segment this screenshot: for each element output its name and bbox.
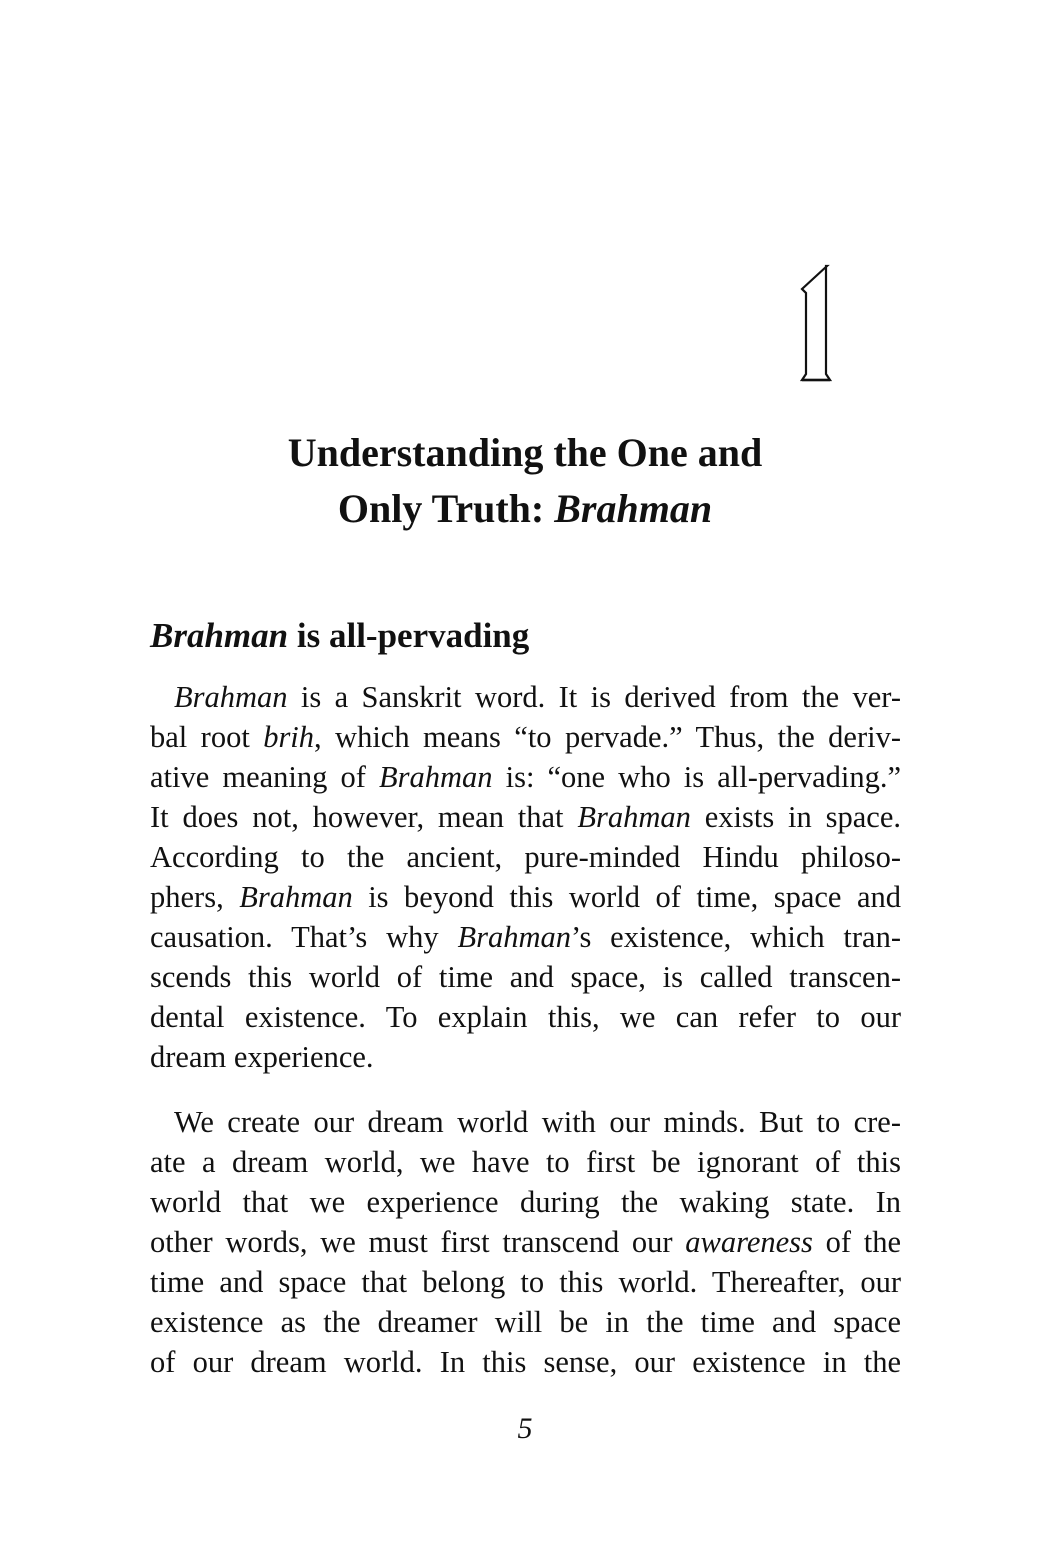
text-run: phers, — [150, 880, 240, 914]
text-run: is: “one who is all-pervading.” — [492, 760, 901, 794]
text-line — [150, 1342, 901, 1382]
text-run: time and space that belong to this world. Thereafter, our — [150, 1265, 901, 1299]
text-line — [150, 1302, 901, 1342]
italic-text: Brahman — [457, 920, 571, 954]
text-run: is a Sanskrit word. It is derived from the ver- — [287, 680, 901, 714]
text-run: We create our dream world with our minds. But to cre- — [174, 1105, 901, 1139]
text-run: According to the ancient, pure-minded Hindu philoso- — [150, 840, 901, 874]
text-run: dental existence. To explain this, we can refer to our — [150, 1000, 901, 1034]
italic-text: Brahman — [577, 800, 691, 834]
text-run: scends this world of time and space, is called transcen- — [150, 960, 901, 994]
text-run: ’s existence, which tran- — [571, 920, 901, 954]
chapter-title-line — [0, 481, 1050, 537]
italic-text: brih — [263, 720, 315, 754]
paragraph — [150, 1102, 901, 1382]
italic-text: Brahman — [174, 680, 288, 714]
text-run: causation. That’s why — [150, 920, 458, 954]
text-run: ate a dream world, we have to first be ignorant of this — [150, 1145, 901, 1179]
text-run: Understanding the One and — [287, 430, 763, 475]
text-run: of the — [812, 1225, 901, 1259]
italic-text: Brahman — [239, 880, 353, 914]
text-line — [150, 1102, 901, 1142]
text-line — [150, 717, 901, 757]
text-line — [150, 837, 901, 877]
text-line — [150, 957, 901, 997]
text-line — [150, 917, 901, 957]
text-run: , which means “to pervade.” Thus, the deriv- — [314, 720, 901, 754]
text-run: other words, we must first transcend our — [150, 1225, 686, 1259]
text-run: Only Truth: — [337, 486, 555, 531]
italic-text: awareness — [685, 1225, 813, 1259]
text-run: dream experience. — [150, 1040, 374, 1074]
chapter-number-glyph — [800, 262, 832, 384]
text-line — [150, 1182, 901, 1222]
text-run: of our dream world. In this sense, our existence in the — [150, 1345, 901, 1379]
text-run: is beyond this world of time, space and — [352, 880, 901, 914]
text-line — [150, 1142, 901, 1182]
text-line — [150, 797, 901, 837]
italic-text: Brahman — [554, 486, 713, 531]
text-run: is all-pervading — [288, 616, 530, 655]
text-run: existence as the dreamer will be in the time and space — [150, 1305, 901, 1339]
text-line — [150, 1262, 901, 1302]
chapter-title — [0, 425, 1050, 537]
text-line — [150, 757, 901, 797]
text-line — [150, 877, 901, 917]
text-line — [150, 1222, 901, 1262]
text-run: exists in space. — [690, 800, 901, 834]
italic-text: Brahman — [150, 616, 289, 655]
chapter-title-line — [0, 425, 1050, 481]
italic-text: Brahman — [378, 760, 493, 794]
page-number: 5 — [517, 1412, 533, 1445]
text-line — [150, 997, 901, 1037]
text-line — [150, 1037, 901, 1077]
paragraph — [150, 677, 901, 1077]
section-heading — [150, 612, 529, 660]
text-run: world that we experience during the waking state. In — [150, 1185, 901, 1219]
text-line — [150, 677, 901, 717]
text-run: bal root — [150, 720, 264, 754]
text-run: ative meaning of — [150, 760, 379, 794]
text-run: It does not, however, mean that — [150, 800, 578, 834]
